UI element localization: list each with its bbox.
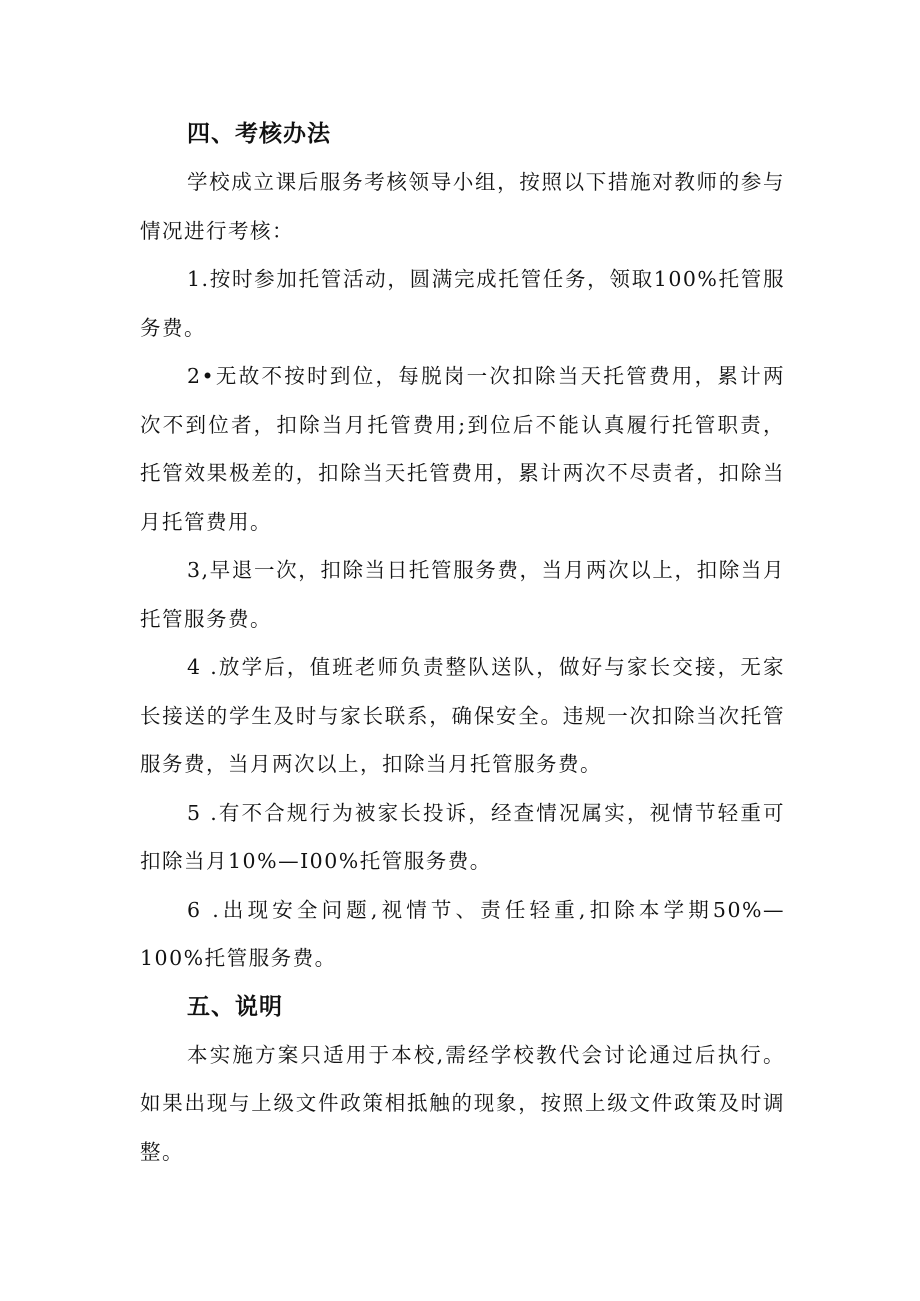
- assessment-item-3: 3,早退一次，扣除当日托管服务费，当月两次以上，扣除当月托管服务费。: [140, 558, 785, 631]
- section-heading-assessment: 四、考核办法: [187, 121, 331, 147]
- document-body: [140, 110, 785, 1176]
- assessment-item-6: 6 .出现安全问题,视情节、责任轻重,扣除本学期50%—100%托管服务费。: [140, 897, 785, 970]
- assessment-item-4: 4 .放学后，值班老师负责整队送队，做好与家长交接，无家长接送的学生及时与家长联系，确保安全。违规一次扣除当次托管服务费，当月两次以上，扣除当月托管服务费。: [140, 655, 785, 776]
- assessment-item-5: 5 .有不合规行为被家长投诉，经查情况属实，视情节轻重可扣除当月10%—I00%托管服务费。: [140, 800, 785, 873]
- section-heading-notes: 五、说明: [187, 993, 283, 1020]
- assessment-item-2: 2•无故不按时到位，每脱岗一次扣除当天托管费用，累计两次不到位者，扣除当月托管费用;到位后不能认真履行托管职责，托管效果极差的，扣除当天托管费用，累计两次不尽责者，扣除当月托管费用。: [140, 364, 785, 534]
- assessment-intro: 学校成立课后服务考核领导小组，按照以下措施对教师的参与情况进行考核：: [140, 170, 785, 243]
- assessment-item-1: 1.按时参加托管活动，圆满完成托管任务，领取100%托管服务费。: [140, 267, 785, 340]
- notes-body: 本实施方案只适用于本校,需经学校教代会讨论通过后执行。如果出现与上级文件政策相抵触的现象，按照上级文件政策及时调整。: [140, 1042, 785, 1164]
